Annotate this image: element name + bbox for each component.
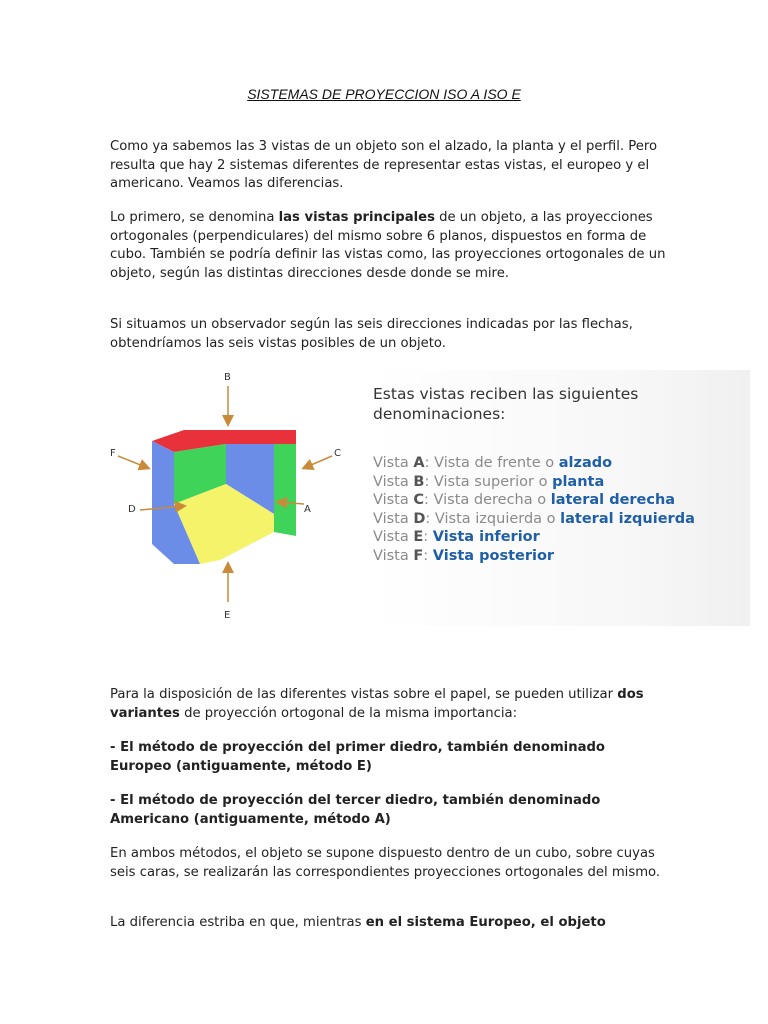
legend-letter: C bbox=[413, 492, 425, 509]
arrow-c bbox=[304, 456, 332, 468]
legend-prefix: Vista bbox=[373, 547, 414, 564]
legend-row-e bbox=[373, 528, 753, 547]
intro-paragraph: Como ya sabemos las 3 vistas de un objeto son el alzado, la planta y el perfil. Pero resulta que hay 2 sistemas diferentes de representar estas vistas, el europeo y el americano. Veamos las diferencias. bbox=[110, 139, 658, 191]
legend-prefix: Vista bbox=[373, 510, 414, 527]
arrow-label-f: F bbox=[110, 448, 116, 459]
difference-paragraph bbox=[110, 914, 670, 933]
text-run: Lo primero, se denomina bbox=[110, 210, 279, 225]
page-title: SISTEMAS DE PROYECCION ISO A ISO E bbox=[247, 86, 521, 102]
legend-letter: D bbox=[413, 510, 426, 527]
text-run: La diferencia estriba en que, mientras bbox=[110, 915, 366, 930]
legend-row-d bbox=[373, 510, 753, 529]
observer-paragraph: Si situamos un observador según las seis direcciones indicadas por las flechas, obtendríamos las seis vistas posibles de un objeto. bbox=[110, 317, 633, 351]
arrow-label-a: A bbox=[304, 504, 311, 515]
cube-left-face bbox=[152, 441, 174, 564]
legend-desc: : bbox=[423, 529, 433, 546]
legend-row-a bbox=[373, 454, 753, 473]
legend-letter: B bbox=[413, 473, 425, 490]
cube-methods-paragraph: En ambos métodos, el objeto se supone dispuesto dentro de un cubo, sobre cuyas seis caras, se realizarán las correspondientes proyecciones ortogonales del mismo. bbox=[110, 846, 661, 880]
legend-row-f bbox=[373, 547, 753, 566]
legend-heading: Estas vistas reciben las siguientes denominaciones: bbox=[373, 385, 639, 423]
legend-name: lateral derecha bbox=[550, 492, 676, 509]
legend-name: alzado bbox=[558, 455, 613, 471]
cube-diagram bbox=[108, 364, 368, 630]
legend-desc: : bbox=[423, 547, 433, 564]
principal-views-paragraph bbox=[110, 209, 670, 283]
legend-row-c bbox=[373, 491, 753, 510]
legend-prefix: Vista bbox=[373, 529, 414, 546]
legend-desc: : Vista derecha o bbox=[424, 492, 551, 509]
cube-right-green-face bbox=[274, 444, 296, 536]
arrow-label-c: C bbox=[334, 448, 341, 459]
legend-row-b bbox=[373, 473, 753, 492]
text-run: de proyección ortogonal de la misma importancia: bbox=[179, 705, 518, 721]
text-run: de un objeto, a las proyecciones ortogonales (perpendiculares) del mismo sobre 6 planos, dispuestos en forma de cubo. También se podría definir las vistas como, las proyecciones ortogonales de un objeto, según las distintas direcciones desde donde se mire. bbox=[110, 210, 666, 281]
method-third-dihedron: - El método de proyección del tercer diedro, también denominado Americano (antiguamente, método A) bbox=[110, 793, 601, 827]
legend-prefix: Vista bbox=[373, 455, 414, 471]
legend-desc: : Vista superior o bbox=[424, 473, 553, 490]
bold-term-european-system: en el sistema Europeo, el objeto bbox=[365, 915, 606, 930]
legend-desc: : Vista de frente o bbox=[424, 455, 559, 471]
method-first-dihedron: - El método de proyección del primer diedro, también denominado Europeo (antiguamente, método E) bbox=[110, 740, 605, 774]
legend-prefix: Vista bbox=[373, 492, 414, 509]
legend-letter: E bbox=[413, 529, 424, 546]
bold-term-two-variants: dos variantes bbox=[110, 687, 644, 721]
legend-name: planta bbox=[552, 473, 605, 490]
arrow-label-e: E bbox=[224, 610, 231, 621]
views-figure bbox=[108, 364, 750, 630]
legend-name: lateral izquierda bbox=[560, 510, 695, 527]
legend-desc: : Vista izquierda o bbox=[425, 510, 561, 527]
views-legend-list bbox=[373, 454, 753, 566]
arrow-f bbox=[118, 456, 148, 468]
legend-name: Vista inferior bbox=[432, 529, 540, 546]
legend-name: Vista posterior bbox=[432, 547, 555, 564]
arrow-label-d: D bbox=[128, 504, 136, 515]
legend-prefix: Vista bbox=[373, 473, 414, 490]
legend-letter: A bbox=[413, 455, 425, 471]
variants-paragraph bbox=[110, 686, 670, 723]
text-run: Para la disposición de las diferentes vistas sobre el papel, se pueden utilizar bbox=[110, 687, 618, 702]
legend-letter: F bbox=[413, 547, 424, 564]
arrow-label-b: B bbox=[224, 372, 231, 383]
bold-term-principal-views: las vistas principales bbox=[278, 210, 435, 225]
